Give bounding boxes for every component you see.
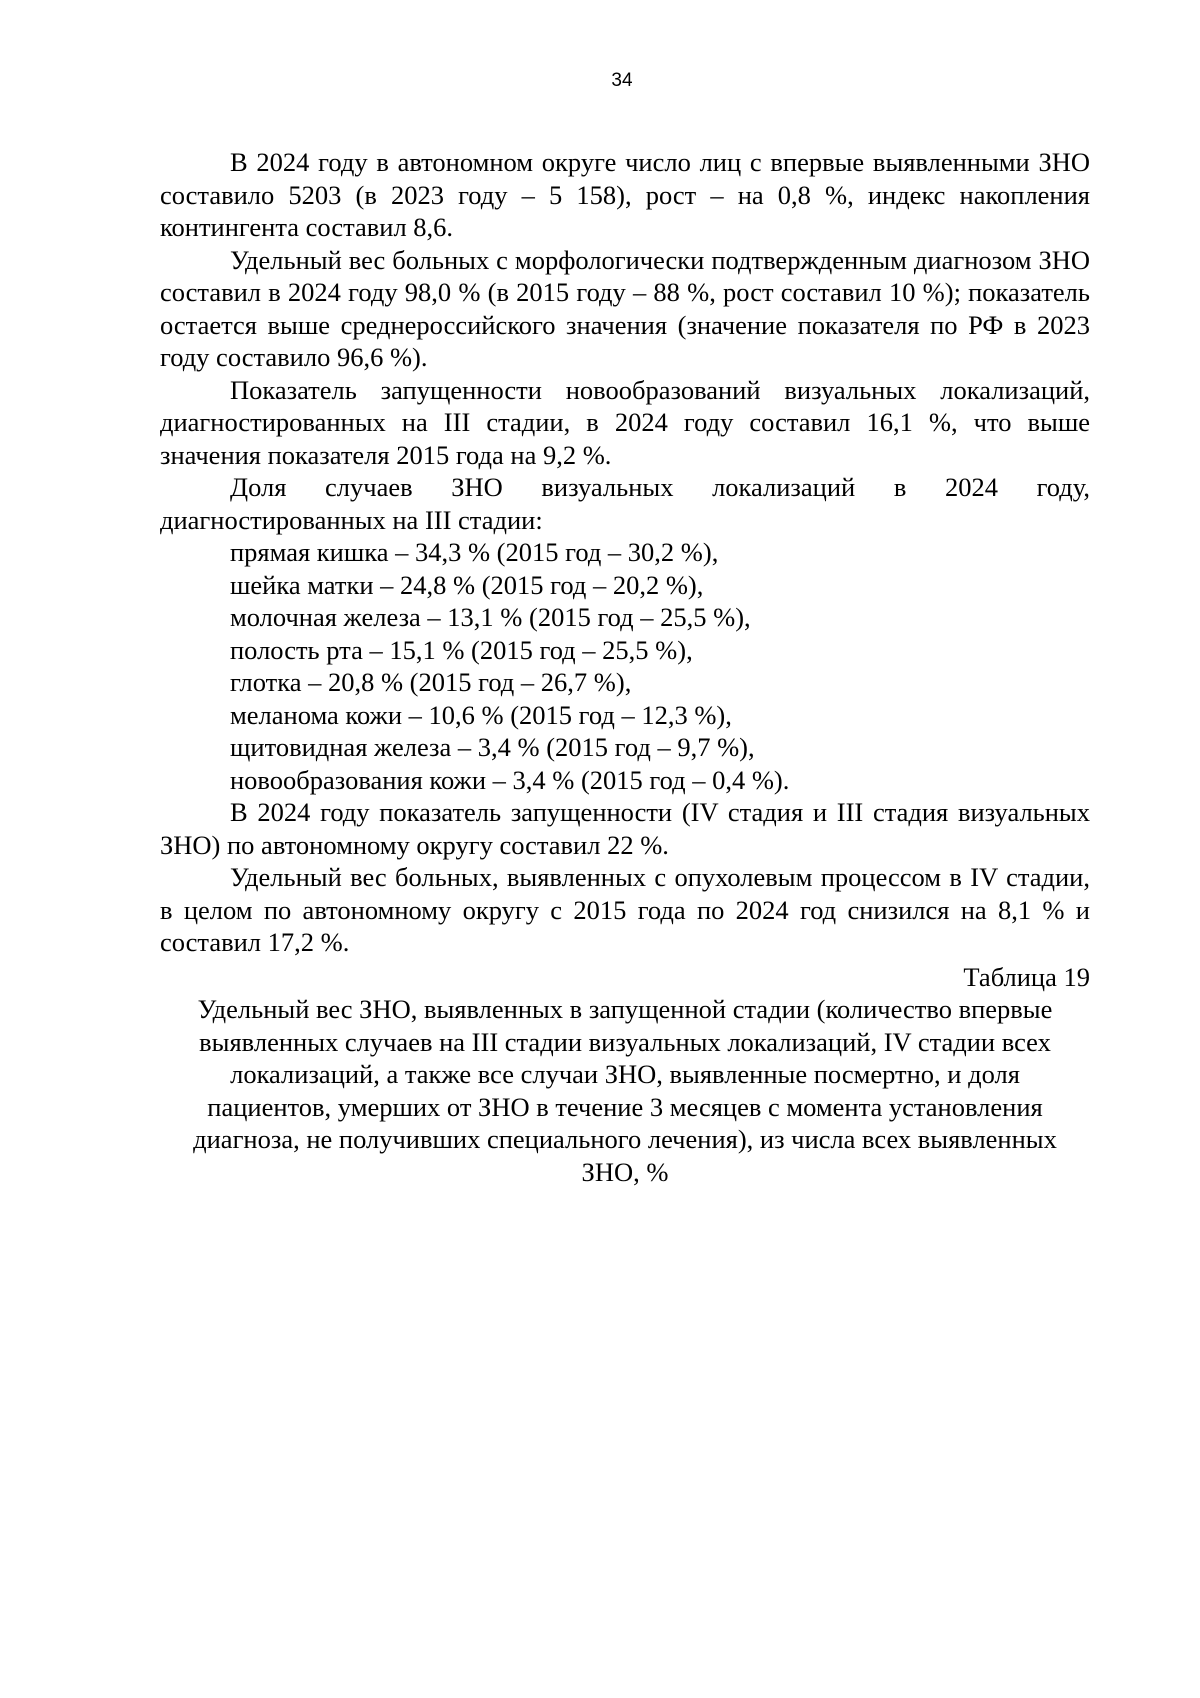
list-item: полость рта – 15,1 % (2015 год – 25,5 %), [230, 634, 693, 665]
table-label: Таблица 19 [963, 961, 1090, 992]
list-item: глотка – 20,8 % (2015 год – 26,7 %), [230, 667, 632, 697]
paragraph-neglect-total: В 2024 году показатель запущенности (IV стадия и III стадия визуальных ЗНО) по автономному округу составил 22 %. [160, 797, 1090, 860]
list-item: меланома кожи – 10,6 % (2015 год – 12,3 %), [230, 699, 732, 730]
list-item: шейка матки – 24,8 % (2015 год – 20,2 %), [230, 569, 704, 600]
paragraph-share-intro: Доля случаев ЗНО визуальных локализаций в 2024 году, диагностированных на III стадии: [160, 472, 1090, 535]
paragraph-stage-iv: Удельный вес больных, выявленных с опухолевым процессом в IV стадии, в целом по автономному округу с 2015 года по 2024 год снизился на 8,1 % и составил 17,2 %. [160, 862, 1090, 957]
paragraph-morphology: Удельный вес больных с морфологически подтвержденным диагнозом ЗНО составил в 2024 году 98,0 % (в 2015 году – 88 %, рост составил 10 %); показатель остается выше среднероссийского значения (значение показателя по РФ в 2023 году составило 96,6 %). [160, 244, 1090, 372]
paragraph-new-cases: В 2024 году в автономном округе число лиц с впервые выявленными ЗНО составило 5203 (в 2023 году – 5 158), рост – на 0,8 %, индекс накопления контингента составил 8,6. [160, 147, 1090, 242]
document-body [160, 146, 1090, 1188]
page-number: 34 [611, 70, 633, 91]
list-item: прямая кишка – 34,3 % (2015 год – 30,2 %), [230, 537, 719, 567]
localization-list [160, 536, 1090, 796]
table-caption: Удельный вес ЗНО, выявленных в запущенной стадии (количество впервые выявленных случаев на III стадии визуальных локализаций, IV стадии всех локализаций, а также все случаи ЗНО, выявленные посмертно, и доля пациентов, умерших от ЗНО в течение 3 месяцев с момента установления диагноза, не получивших специального лечения), из числа всех выявленных ЗНО, % [193, 994, 1057, 1187]
paragraph-neglect-visual: Показатель запущенности новообразований визуальных локализаций, диагностированных на III стадии, в 2024 году составил 16,1 %, что выше значения показателя 2015 года на 9,2 %. [160, 374, 1090, 470]
list-item: молочная железа – 13,1 % (2015 год – 25,5 %), [230, 602, 751, 632]
list-item: щитовидная железа – 3,4 % (2015 год – 9,7 %), [230, 732, 755, 762]
list-item: новообразования кожи – 3,4 % (2015 год – 0,4 %). [230, 764, 790, 795]
